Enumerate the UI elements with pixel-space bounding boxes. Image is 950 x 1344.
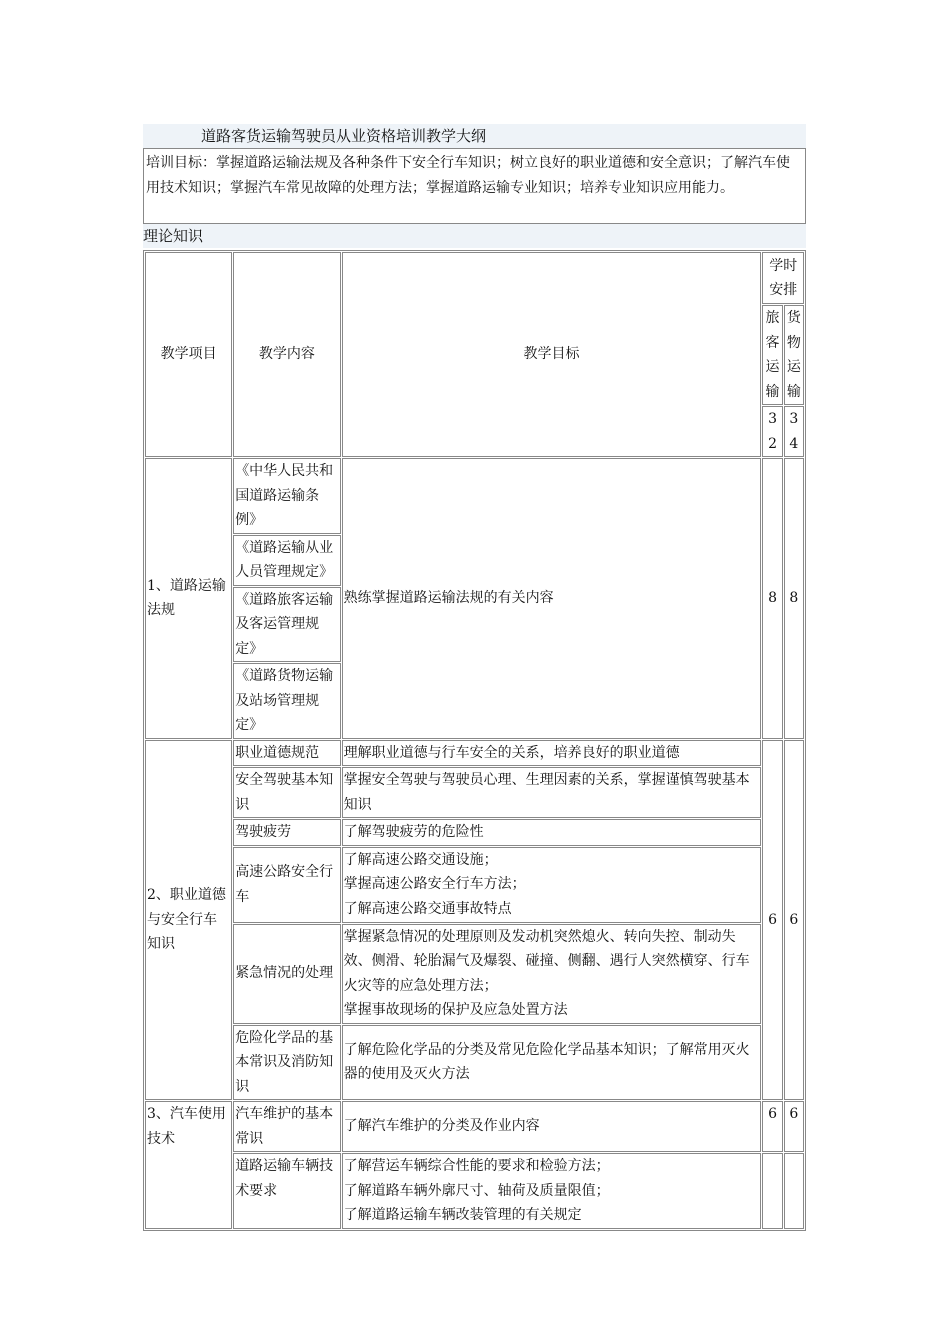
freight-hours: 8 [784,458,804,739]
passenger-hours: 6 [762,1101,782,1152]
objective-cell: 了解驾驶疲劳的危险性 [342,819,762,846]
passenger-total-hours: 32 [762,406,782,457]
objective-cell: 熟练掌握道路运输法规的有关内容 [342,458,762,739]
empty-cell [762,1153,782,1229]
content-cell: 高速公路安全行车 [233,847,340,923]
header-objective: 教学目标 [342,252,762,457]
header-row [145,252,804,304]
table-row [145,458,804,534]
table-row [145,1101,804,1152]
training-goal: 培训目标：掌握道路运输法规及各种条件下安全行车知识；树立良好的职业道德和安全意识；了解汽车使用技术知识；掌握汽车常见故障的处理方法；掌握道路运输专业知识；培养专业知识应用能力。 [143,148,806,224]
table-row [145,1153,804,1229]
content-cell: 汽车维护的基本常识 [233,1101,340,1152]
table-row [145,819,804,846]
content-cell: 危险化学品的基本常识及消防知识 [233,1025,340,1101]
objective-cell: 了解高速公路交通设施； 掌握高速公路安全行车方法； 了解高速公路交通事故特点 [342,847,762,923]
project-cell: 1、道路运输法规 [145,458,232,739]
content-cell: 职业道德规范 [233,740,340,767]
freight-total-hours: 34 [784,406,804,457]
table-row [145,847,804,923]
header-content: 教学内容 [233,252,340,457]
objective-cell: 了解营运车辆综合性能的要求和检验方法； 了解道路车辆外廓尺寸、轴荷及质量限值； 了解道路运输车辆改装管理的有关规定 [342,1153,762,1229]
table-row [145,767,804,818]
section-heading: 理论知识 [143,224,806,248]
passenger-hours: 8 [762,458,782,739]
empty-cell [784,1153,804,1229]
objective-cell: 了解危险化学品的分类及常见危险化学品基本知识；了解常用灭火器的使用及灭火方法 [342,1025,762,1101]
document-title: 道路客货运输驾驶员从业资格培训教学大纲 [143,124,806,148]
project-cell: 2、职业道德与安全行车知识 [145,740,232,1101]
content-cell: 驾驶疲劳 [233,819,340,846]
freight-hours: 6 [784,740,804,1101]
objective-cell: 理解职业道德与行车安全的关系，培养良好的职业道德 [342,740,762,767]
header-project: 教学项目 [145,252,232,457]
header-hours: 学时安排 [762,252,804,304]
content-cell: 《中华人民共和国道路运输条例》 [233,458,340,534]
header-freight: 货物运输 [784,305,804,405]
content-cell: 《道路运输从业人员管理规定》 [233,535,340,586]
content-cell: 道路运输车辆技术要求 [233,1153,340,1229]
table-row [145,1025,804,1101]
header-passenger: 旅客运输 [762,305,782,405]
content-cell: 安全驾驶基本知识 [233,767,340,818]
objective-cell: 掌握安全驾驶与驾驶员心理、生理因素的关系，掌握谨慎驾驶基本知识 [342,767,762,818]
syllabus-table [143,250,806,1231]
table-row [145,924,804,1024]
freight-hours: 6 [784,1101,804,1152]
objective-cell: 掌握紧急情况的处理原则及发动机突然熄火、转向失控、制动失效、侧滑、轮胎漏气及爆裂、碰撞、侧翻、遇行人突然横穿、行车火灾等的应急处理方法； 掌握事故现场的保护及应急处置方法 [342,924,762,1024]
objective-cell: 了解汽车维护的分类及作业内容 [342,1101,762,1152]
content-cell: 《道路旅客运输及客运管理规定》 [233,587,340,663]
project-cell: 3、汽车使用技术 [145,1101,232,1229]
content-cell: 《道路货物运输及站场管理规定》 [233,663,340,739]
table-row [145,740,804,767]
passenger-hours: 6 [762,740,782,1101]
content-cell: 紧急情况的处理 [233,924,340,1024]
document [143,124,806,1231]
